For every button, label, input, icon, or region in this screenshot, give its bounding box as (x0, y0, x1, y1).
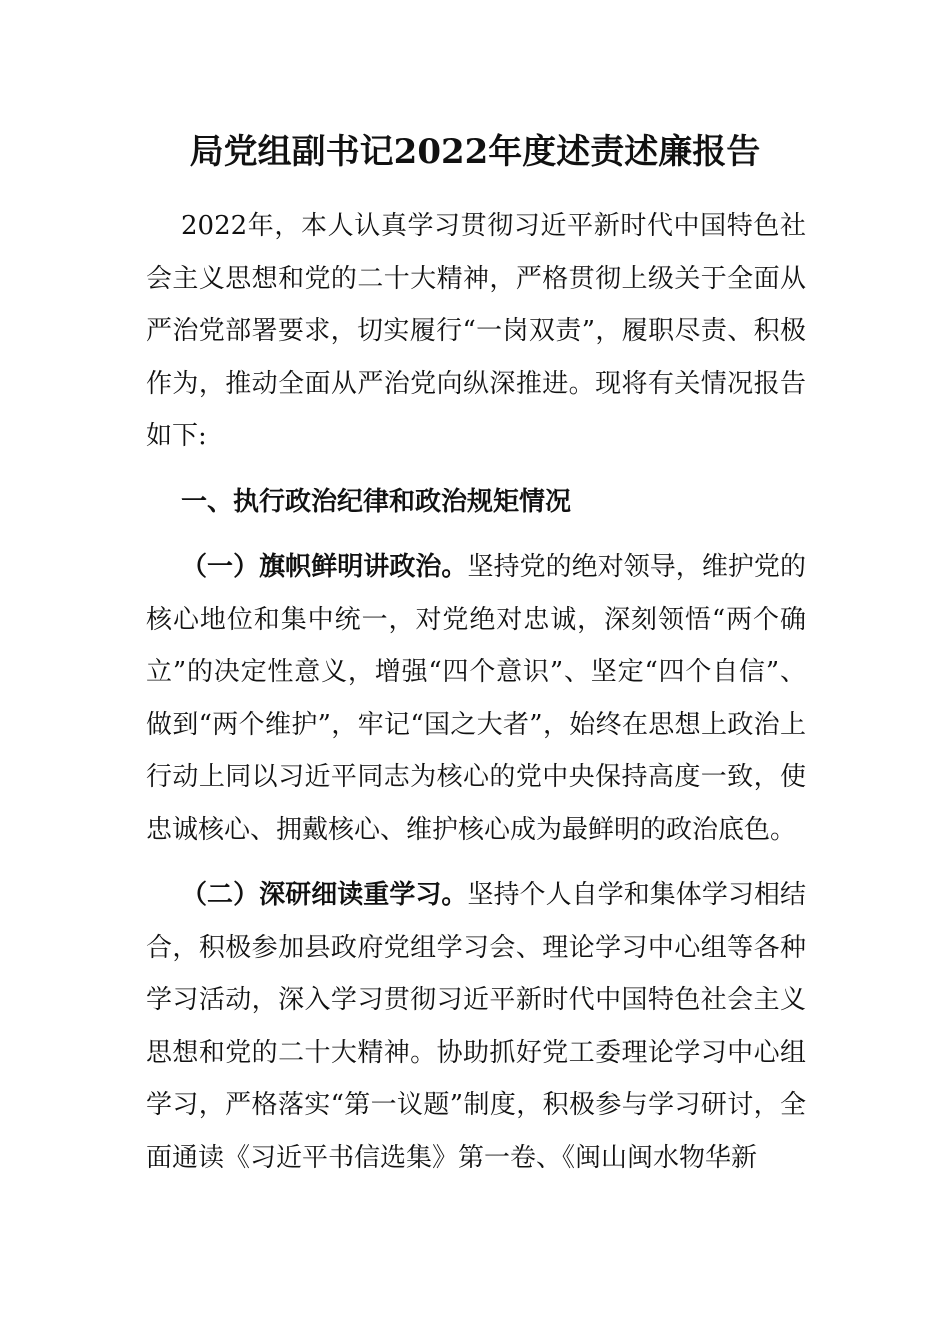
document-body (146, 200, 806, 1184)
subheading-study: （二）深研细读重学习。 (181, 880, 468, 910)
document-title: 局党组副书记2022年度述责述廉报告 (189, 132, 761, 172)
section-heading: 一、执行政治纪律和政治规矩情况 (181, 486, 572, 517)
paragraph-political-text: 坚持党的绝对领导，维护党的核心地位和集中统一，对党绝对忠诚，深刻领悟“两个确立”的决定性意义，增强“四个意识”、坚定“四个自信”、做到“两个维护”，牢记“国之大者”，始终在思想上政治上行动上同以习近平同志为核心的党中央保持高度一致，使忠诚核心、拥戴核心、维护核心成为最鲜明的政治底色。 (146, 552, 806, 845)
paragraph-political (146, 541, 806, 856)
subheading-political: （一）旗帜鲜明讲政治。 (181, 552, 468, 582)
paragraph-study-text: 坚持个人自学和集体学习相结合，积极参加县政府党组学习会、理论学习中心组等各种学习活动，深入学习贯彻习近平新时代中国特色社会主义思想和党的二十大精神。协助抓好党工委理论学习中心组学习，严格落实“第一议题”制度，积极参与学习研讨，全面通读《习近平书信选集》第一卷、《闽山闽水物华新 (146, 880, 806, 1173)
intro-paragraph: 2022年，本人认真学习贯彻习近平新时代中国特色社会主义思想和党的二十大精神，严格贯彻上级关于全面从严治党部署要求，切实履行“一岗双责”，履职尽责、积极作为，推动全面从严治党向纵深推进。现将有关情况报告如下: (146, 211, 806, 451)
paragraph-study (146, 869, 806, 1184)
